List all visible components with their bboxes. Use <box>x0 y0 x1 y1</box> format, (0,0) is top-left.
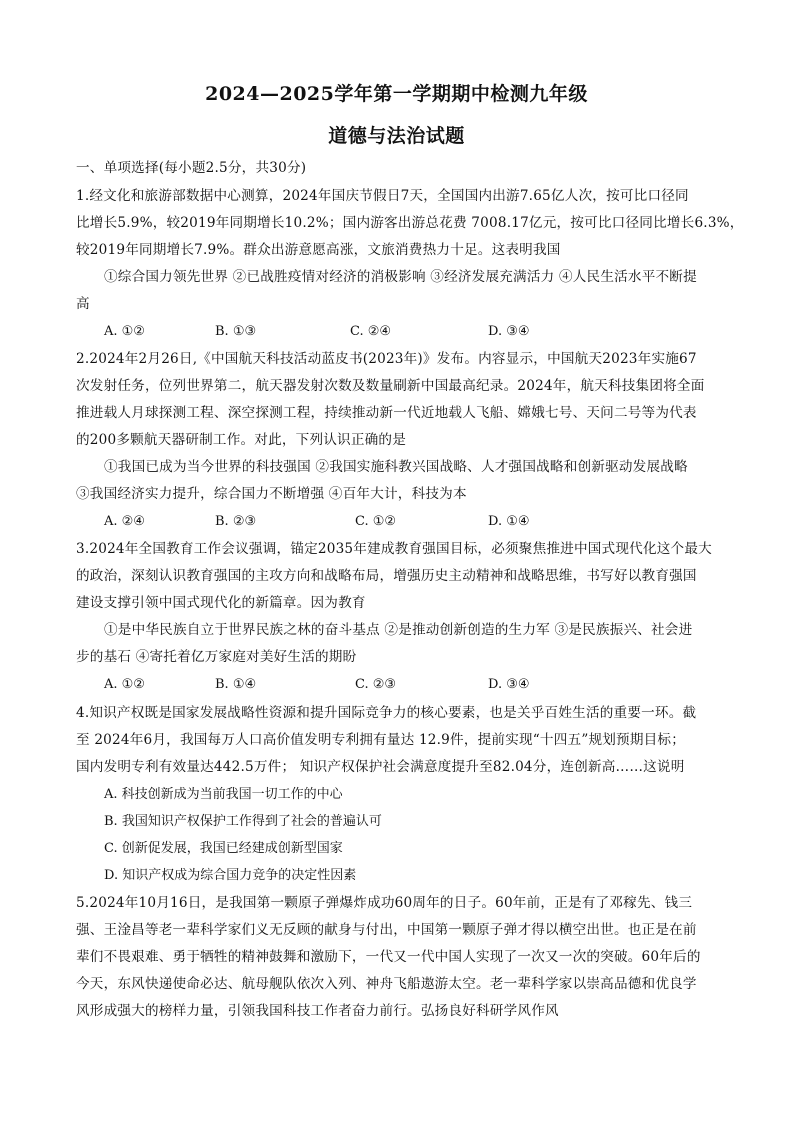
exam-title: 2024—2025学年第一学期期中检测九年级 <box>205 83 588 105</box>
q2-line: 次发射任务，位列世界第二，航天器发射次数及数量刷新中国最高纪录。2024年，航天科技集团将全面 <box>76 378 705 394</box>
q4-option-a: A. 科技创新成为当前我国一切工作的中心 <box>104 787 343 802</box>
q2-line: ①我国已成为当今世界的科技强国 ②我国实施科教兴国战略、人才强国战略和创新驱动发展战略 <box>104 459 688 475</box>
q2-option-c: C. ①② <box>355 514 397 529</box>
q1-line: 1.经文化和旅游部数据中心测算，2024年国庆节假日7天，全国国内出游7.65亿人次，按可比口径同 <box>76 188 689 204</box>
q2-line: 2.2024年2月26日,《中国航天科技活动蓝皮书(2023年)》发布。内容显示，中国航天2023年实施67 <box>76 351 697 367</box>
q4-line: 国内发明专利有效量达442.5万件； 知识产权保护社会满意度提升至82.04分，连创新高……这说明 <box>76 759 685 775</box>
q5-line: 辈们不畏艰难、勇于牺牲的精神鼓舞和激励下，一代又一代中国人实现了一次又一次的突破。60年后的 <box>76 949 701 965</box>
q3-line: 3.2024年全国教育工作会议强调，锚定2035年建成教育强国目标，必须聚焦推进中国式现代化这个最大 <box>76 541 712 557</box>
q3-option-b: B. ①④ <box>215 677 257 692</box>
q2-option-a: A. ②④ <box>104 514 145 529</box>
q1-option-a: A. ①② <box>104 324 145 339</box>
q1-option-b: B. ①③ <box>215 324 257 339</box>
section-heading: 一、单项选择(每小题2.5分，共30分) <box>76 160 307 176</box>
q2-line: 推进载人月球探测工程、深空探测工程，持续推动新一代近地载人飞船、嫦娥七号、天问二号等为代表 <box>76 405 697 421</box>
q3-line: ①是中华民族自立于世界民族之林的奋斗基点 ②是推动创新创造的生力军 ③是民族振兴、社会进 <box>104 622 693 638</box>
q3-option-d: D. ③④ <box>488 677 530 692</box>
q3-line: 的政治，深刻认识教育强国的主攻方向和战略布局，增强历史主动精神和战略思维，书写好以教育强国 <box>76 568 697 584</box>
q3-line: 步的基石 ④寄托着亿万家庭对美好生活的期盼 <box>76 649 357 665</box>
q5-line: 强、王淦昌等老一辈科学家们义无反顾的献身与付出，中国第一颗原子弹才得以横空出世。也正是在前 <box>76 922 697 938</box>
q1-line: ①综合国力领先世界 ②已战胜疫情对经济的消极影响 ③经济发展充满活力 ④人民生活水平不断提 <box>104 269 697 285</box>
q1-option-c: C. ②④ <box>350 324 392 339</box>
q5-line: 风形成强大的榜样力量，引领我国科技工作者奋力前行。弘扬良好科研学风作风 <box>76 1003 559 1019</box>
q4-line: 4.知识产权既是国家发展战略性资源和提升国际竞争力的核心要素，也是关乎百姓生活的重要一环。截 <box>76 705 697 721</box>
q4-line: 至 2024年6月，我国每万人口高价值发明专利拥有量达 12.9件，提前实现“十四五”规划预期目标； <box>76 732 686 748</box>
q2-option-d: D. ①④ <box>488 514 530 529</box>
q3-line: 建设支撑引领中国式现代化的新篇章。因为教育 <box>76 595 366 611</box>
exam-subtitle: 道德与法治试题 <box>328 125 465 147</box>
q4-option-b: B. 我国知识产权保护工作得到了社会的普遍认可 <box>104 814 382 829</box>
q4-option-c: C. 创新促发展，我国已经建成创新型国家 <box>104 841 343 856</box>
q4-option-d: D. 知识产权成为综合国力竞争的决定性因素 <box>104 868 357 883</box>
q3-option-c: C. ②③ <box>355 677 397 692</box>
q3-option-a: A. ①② <box>104 677 145 692</box>
q2-line: ③我国经济实力提升，综合国力不断增强 ④百年大计，科技为本 <box>76 486 467 502</box>
q5-line: 今天，东风快递使命必达、航母舰队依次入列、神舟飞船遨游太空。老一辈科学家以崇高品德和优良学 <box>76 976 697 992</box>
q1-line: 比增长5.9%，较2019年同期增长10.2%；国内游客出游总花费 7008.17亿元，按可比口径同比增长6.3%， <box>76 215 744 231</box>
q2-option-b: B. ②③ <box>215 514 257 529</box>
q1-line: 高 <box>76 296 90 312</box>
q5-line: 5.2024年10月16日，是我国第一颗原子弹爆炸成功60周年的日子。60年前，正是有了邓稼先、钱三 <box>76 895 693 911</box>
q1-option-d: D. ③④ <box>488 324 530 339</box>
q1-line: 较2019年同期增长7.9%。群众出游意愿高涨，文旅消费热力十足。这表明我国 <box>76 242 561 258</box>
q2-line: 的200多颗航天器研制工作。对此，下列认识正确的是 <box>76 432 407 448</box>
